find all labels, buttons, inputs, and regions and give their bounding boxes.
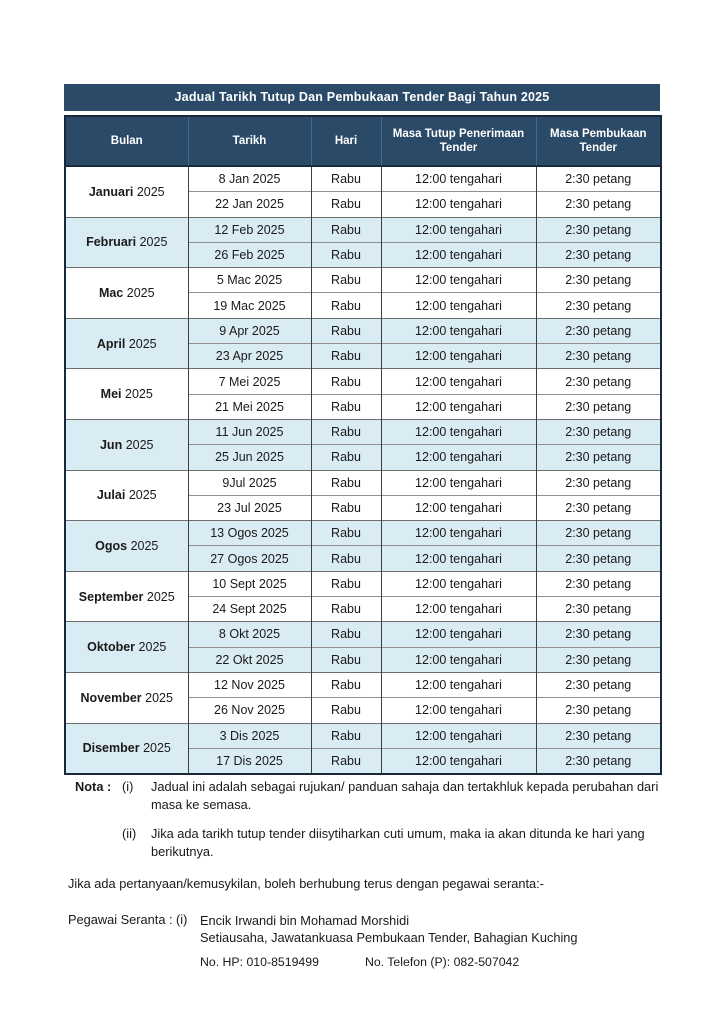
month-name: April	[96, 336, 126, 351]
cell-close-time: 12:00 tengahari	[381, 445, 536, 470]
table-row	[65, 369, 661, 394]
cell-date: 23 Apr 2025	[188, 344, 311, 369]
table-header	[65, 116, 661, 166]
col-header-tarikh: Tarikh	[188, 116, 311, 166]
note-text: Jadual ini adalah sebagai rujukan/ panduan sahaja dan tertakhluk kepada perubahan dari masa ke semasa.	[151, 779, 659, 813]
nota-label: Nota :	[75, 779, 112, 794]
cell-close-time: 12:00 tengahari	[381, 192, 536, 217]
cell-date: 17 Dis 2025	[188, 748, 311, 774]
cell-date: 22 Jan 2025	[188, 192, 311, 217]
cell-date: 10 Sept 2025	[188, 571, 311, 596]
cell-day: Rabu	[311, 698, 381, 723]
cell-close-time: 12:00 tengahari	[381, 217, 536, 242]
note-number: (ii)	[122, 826, 137, 842]
month-year: 2025	[128, 488, 157, 503]
cell-day: Rabu	[311, 217, 381, 242]
tender-schedule-table	[64, 115, 662, 775]
month-year: 2025	[145, 690, 173, 705]
cell-close-time: 12:00 tengahari	[381, 268, 536, 293]
month-cell	[65, 166, 188, 217]
table-body	[65, 166, 661, 774]
cell-open-time: 2:30 petang	[536, 369, 661, 394]
contact-telephone-number: No. Telefon (P): 082-507042	[364, 954, 520, 969]
cell-close-time: 12:00 tengahari	[381, 470, 536, 495]
month-year: 2025	[130, 538, 159, 553]
month-name: September	[78, 589, 144, 604]
table-row	[65, 521, 661, 546]
cell-open-time: 2:30 petang	[536, 748, 661, 774]
month-cell	[65, 419, 188, 470]
cell-open-time: 2:30 petang	[536, 166, 661, 192]
month-name: Jun	[99, 437, 123, 452]
month-name: November	[80, 690, 142, 705]
month-cell	[65, 268, 188, 319]
cell-open-time: 2:30 petang	[536, 318, 661, 343]
cell-day: Rabu	[311, 723, 381, 748]
month-name: Ogos	[95, 538, 128, 553]
month-cell	[65, 571, 188, 622]
col-header-masa-tutup: Masa Tutup Penerimaan Tender	[381, 116, 536, 166]
cell-day: Rabu	[311, 369, 381, 394]
cell-close-time: 12:00 tengahari	[381, 293, 536, 318]
cell-date: 11 Jun 2025	[188, 419, 311, 444]
contact-number: (i)	[176, 912, 188, 927]
cell-day: Rabu	[311, 344, 381, 369]
cell-close-time: 12:00 tengahari	[381, 597, 536, 622]
cell-close-time: 12:00 tengahari	[381, 318, 536, 343]
cell-day: Rabu	[311, 192, 381, 217]
cell-day: Rabu	[311, 419, 381, 444]
month-cell	[65, 369, 188, 420]
cell-close-time: 12:00 tengahari	[381, 242, 536, 267]
month-name: Julai	[96, 488, 126, 503]
table-row	[65, 470, 661, 495]
cell-day: Rabu	[311, 748, 381, 774]
cell-open-time: 2:30 petang	[536, 546, 661, 571]
month-year: 2025	[125, 437, 154, 452]
month-cell	[65, 622, 188, 673]
cell-date: 26 Feb 2025	[188, 242, 311, 267]
contact-intro-text: Jika ada pertanyaan/kemusykilan, boleh berhubung terus dengan pegawai seranta:-	[68, 876, 544, 891]
cell-date: 13 Ogos 2025	[188, 521, 311, 546]
cell-day: Rabu	[311, 546, 381, 571]
cell-open-time: 2:30 petang	[536, 698, 661, 723]
cell-date: 21 Mei 2025	[188, 394, 311, 419]
table-row	[65, 723, 661, 748]
cell-open-time: 2:30 petang	[536, 622, 661, 647]
cell-day: Rabu	[311, 268, 381, 293]
contact-label: Pegawai Seranta :	[68, 912, 173, 927]
cell-day: Rabu	[311, 672, 381, 697]
cell-date: 9 Apr 2025	[188, 318, 311, 343]
month-year: 2025	[143, 741, 171, 756]
month-name: Disember	[82, 741, 140, 756]
contact-details	[200, 912, 668, 970]
cell-open-time: 2:30 petang	[536, 268, 661, 293]
month-year: 2025	[146, 589, 175, 604]
note-item	[75, 825, 661, 861]
table-title: Jadual Tarikh Tutup Dan Pembukaan Tender Bagi Tahun 2025	[64, 84, 660, 111]
month-cell	[65, 672, 188, 723]
cell-close-time: 12:00 tengahari	[381, 344, 536, 369]
cell-open-time: 2:30 petang	[536, 217, 661, 242]
cell-day: Rabu	[311, 242, 381, 267]
cell-open-time: 2:30 petang	[536, 242, 661, 267]
month-cell	[65, 723, 188, 774]
cell-date: 7 Mei 2025	[188, 369, 311, 394]
cell-close-time: 12:00 tengahari	[381, 571, 536, 596]
month-name: Mac	[98, 285, 124, 300]
cell-close-time: 12:00 tengahari	[381, 394, 536, 419]
cell-date: 27 Ogos 2025	[188, 546, 311, 571]
cell-open-time: 2:30 petang	[536, 571, 661, 596]
cell-close-time: 12:00 tengahari	[381, 647, 536, 672]
month-year: 2025	[136, 184, 165, 199]
cell-day: Rabu	[311, 597, 381, 622]
cell-date: 12 Feb 2025	[188, 217, 311, 242]
cell-date: 3 Dis 2025	[188, 723, 311, 748]
cell-open-time: 2:30 petang	[536, 723, 661, 748]
month-year: 2025	[139, 235, 168, 250]
cell-open-time: 2:30 petang	[536, 597, 661, 622]
cell-open-time: 2:30 petang	[536, 672, 661, 697]
cell-date: 24 Sept 2025	[188, 597, 311, 622]
cell-open-time: 2:30 petang	[536, 521, 661, 546]
cell-close-time: 12:00 tengahari	[381, 622, 536, 647]
table-row	[65, 622, 661, 647]
cell-day: Rabu	[311, 571, 381, 596]
cell-close-time: 12:00 tengahari	[381, 369, 536, 394]
cell-date: 8 Okt 2025	[188, 622, 311, 647]
table-row	[65, 318, 661, 343]
cell-day: Rabu	[311, 647, 381, 672]
cell-open-time: 2:30 petang	[536, 495, 661, 520]
table-row	[65, 571, 661, 596]
cell-day: Rabu	[311, 521, 381, 546]
cell-open-time: 2:30 petang	[536, 344, 661, 369]
month-cell	[65, 217, 188, 268]
cell-open-time: 2:30 petang	[536, 293, 661, 318]
cell-close-time: 12:00 tengahari	[381, 546, 536, 571]
cell-close-time: 12:00 tengahari	[381, 748, 536, 774]
contact-section	[68, 912, 668, 970]
table-row	[65, 419, 661, 444]
cell-date: 19 Mac 2025	[188, 293, 311, 318]
month-year: 2025	[128, 336, 157, 351]
cell-day: Rabu	[311, 318, 381, 343]
contact-person-name: Encik Irwandi bin Mohamad Morshidi	[200, 913, 410, 928]
month-name: Oktober	[87, 640, 136, 655]
cell-close-time: 12:00 tengahari	[381, 419, 536, 444]
cell-open-time: 2:30 petang	[536, 445, 661, 470]
cell-day: Rabu	[311, 394, 381, 419]
cell-date: 12 Nov 2025	[188, 672, 311, 697]
cell-open-time: 2:30 petang	[536, 192, 661, 217]
table-row	[65, 672, 661, 697]
cell-close-time: 12:00 tengahari	[381, 521, 536, 546]
cell-open-time: 2:30 petang	[536, 647, 661, 672]
cell-date: 9Jul 2025	[188, 470, 311, 495]
notes-section	[75, 778, 661, 862]
cell-day: Rabu	[311, 470, 381, 495]
col-header-masa-pembukaan: Masa Pembukaan Tender	[536, 116, 661, 166]
table-row	[65, 268, 661, 293]
cell-day: Rabu	[311, 495, 381, 520]
cell-date: 26 Nov 2025	[188, 698, 311, 723]
cell-close-time: 12:00 tengahari	[381, 166, 536, 192]
col-header-hari: Hari	[311, 116, 381, 166]
cell-day: Rabu	[311, 166, 381, 192]
month-year: 2025	[138, 640, 167, 655]
note-number: (i)	[122, 779, 134, 794]
month-name: Februari	[86, 235, 137, 250]
cell-date: 23 Jul 2025	[188, 495, 311, 520]
cell-date: 25 Jun 2025	[188, 445, 311, 470]
month-year: 2025	[126, 285, 155, 300]
month-cell	[65, 470, 188, 521]
cell-date: 8 Jan 2025	[188, 166, 311, 192]
cell-close-time: 12:00 tengahari	[381, 672, 536, 697]
cell-close-time: 12:00 tengahari	[381, 698, 536, 723]
month-cell	[65, 521, 188, 572]
cell-open-time: 2:30 petang	[536, 470, 661, 495]
col-header-bulan: Bulan	[65, 116, 188, 166]
cell-close-time: 12:00 tengahari	[381, 495, 536, 520]
cell-day: Rabu	[311, 445, 381, 470]
cell-close-time: 12:00 tengahari	[381, 723, 536, 748]
cell-open-time: 2:30 petang	[536, 419, 661, 444]
table-row	[65, 166, 661, 192]
month-name: Januari	[88, 184, 134, 199]
contact-person-role: Setiausaha, Jawatankuasa Pembukaan Tender, Bahagian Kuching	[200, 930, 578, 946]
cell-day: Rabu	[311, 622, 381, 647]
cell-date: 22 Okt 2025	[188, 647, 311, 672]
month-cell	[65, 318, 188, 369]
cell-date: 5 Mac 2025	[188, 268, 311, 293]
contact-phones	[200, 954, 668, 971]
month-year: 2025	[125, 387, 153, 402]
cell-day: Rabu	[311, 293, 381, 318]
cell-open-time: 2:30 petang	[536, 394, 661, 419]
table-row	[65, 217, 661, 242]
tender-schedule-table-wrap	[64, 84, 660, 775]
note-item	[75, 778, 661, 814]
note-text: Jika ada tarikh tutup tender diisytiharkan cuti umum, maka ia akan ditunda ke hari yang berikutnya.	[151, 826, 645, 860]
month-name: Mei	[100, 387, 122, 402]
contact-hp-number: No. HP: 010-8519499	[200, 954, 319, 969]
